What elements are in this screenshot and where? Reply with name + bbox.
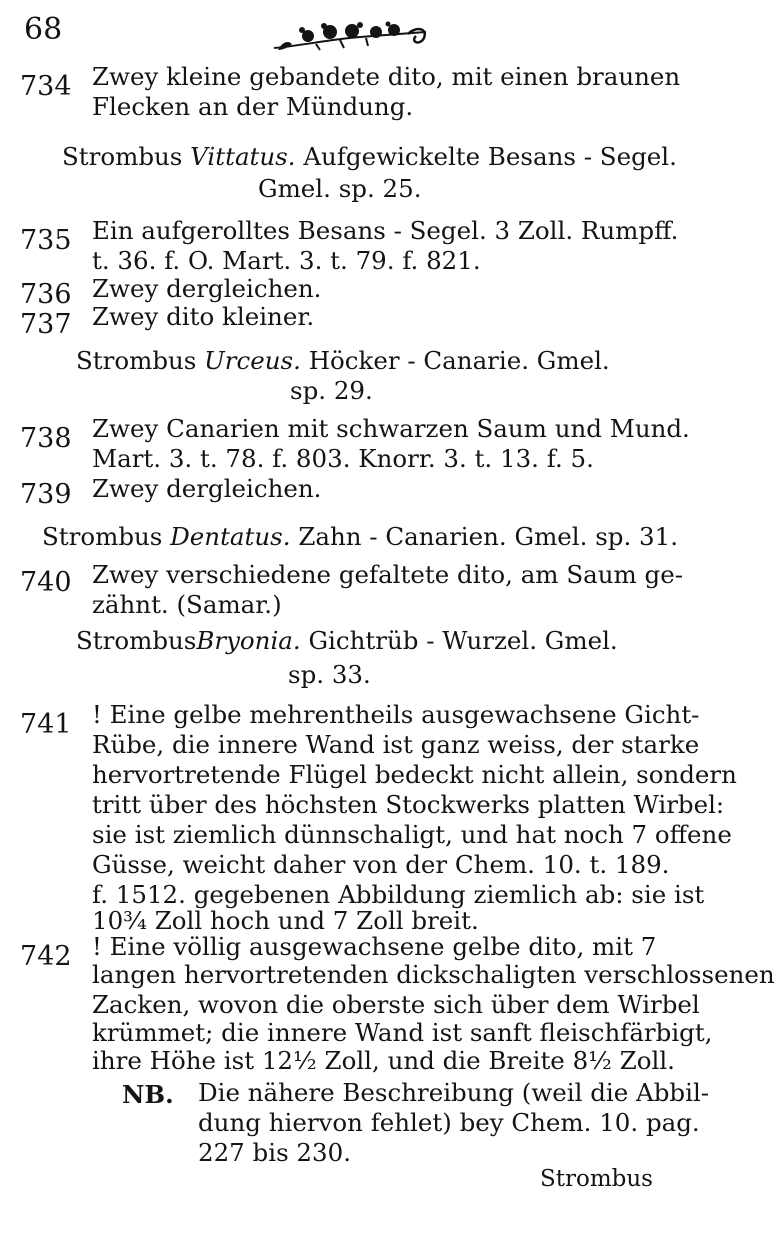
entry-text-line: Rübe, die innere Wand ist ganz weiss, der starke: [92, 730, 700, 759]
species-heading: [76, 626, 618, 656]
common-name: Zahn - Canarien. Gmel. sp. 31.: [298, 522, 679, 551]
entry-number: 734: [20, 71, 72, 102]
note-label: NB.: [122, 1080, 174, 1109]
entry-text-line: Zwey Canarien mit schwarzen Saum und Mund.: [92, 414, 690, 443]
common-name: Gichtrüb - Wurzel. Gmel.: [308, 626, 618, 655]
note-text-line: 227 bis 230.: [198, 1138, 351, 1167]
entry-text-line: Zwey dergleichen.: [92, 274, 322, 303]
entry-number: 742: [20, 941, 72, 972]
entry-number: 740: [20, 567, 72, 598]
entry-text-line: langen hervortretenden dickschaligten verschlossenen: [92, 960, 775, 989]
entry-text-line: ihre Höhe ist 12½ Zoll, und die Breite 8½ Zoll.: [92, 1046, 675, 1075]
entry-text-line: ! Eine völlig ausgewachsene gelbe dito, mit 7: [92, 932, 657, 961]
species-heading: [42, 522, 678, 552]
entry-number: 737: [20, 309, 72, 340]
note-text-line: dung hiervon fehlet) bey Chem. 10. pag.: [198, 1108, 700, 1137]
catchword: Strombus: [540, 1166, 653, 1192]
entry-text-line: Ein aufgerolltes Besans - Segel. 3 Zoll. Rumpff.: [92, 216, 679, 245]
species-reference: sp. 33.: [288, 660, 371, 689]
entry-text-line: t. 36. f. O. Mart. 3. t. 79. f. 821.: [92, 246, 481, 275]
genus-name: Strombus: [76, 626, 197, 655]
species-name: Vittatus.: [190, 142, 296, 171]
entry-text-line: Zwey dergleichen.: [92, 474, 322, 503]
entry-number: 741: [20, 709, 72, 740]
entry-text-line: 10¾ Zoll hoch und 7 Zoll breit.: [92, 906, 479, 935]
species-reference: sp. 29.: [290, 376, 373, 405]
entry-number: 736: [20, 279, 72, 310]
entry-text-line: Güsse, weicht daher von der Chem. 10. t. 189.: [92, 850, 670, 879]
species-name: Dentatus.: [170, 522, 291, 551]
entry-text-line: hervortretende Flügel bedeckt nicht allein, sondern: [92, 760, 737, 789]
entry-text-line: Zacken, wovon die oberste sich über dem Wirbel: [92, 990, 700, 1019]
page-number: 68: [24, 12, 63, 47]
floral-vignette-icon: [268, 20, 432, 54]
species-name: Bryonia.: [196, 626, 301, 655]
species-heading: [76, 346, 610, 376]
entry-text-line: tritt über des höchsten Stockwerks platten Wirbel:: [92, 790, 725, 819]
genus-name: Strombus: [62, 142, 183, 171]
entry-text-line: sie ist ziemlich dünnschaligt, und hat noch 7 offene: [92, 820, 732, 849]
entry-text-line: Mart. 3. t. 78. f. 803. Knorr. 3. t. 13. f. 5.: [92, 444, 594, 473]
common-name: Aufgewickelte Besans - Segel.: [303, 142, 677, 171]
species-name: Urceus.: [204, 346, 301, 375]
entry-text-line: Zwey dito kleiner.: [92, 302, 315, 331]
entry-text-line: f. 1512. gegebenen Abbildung ziemlich ab: sie ist: [92, 880, 705, 909]
entry-text-line: zähnt. (Samar.): [92, 590, 282, 619]
entry-text-line: Zwey kleine gebandete dito, mit einen braunen: [92, 62, 681, 91]
entry-number: 738: [20, 423, 72, 454]
entry-text-line: ! Eine gelbe mehrentheils ausgewachsene Gicht-: [92, 700, 700, 729]
entry-text-line: Zwey verschiedene gefaltete dito, am Saum ge-: [92, 560, 683, 589]
common-name: Höcker - Canarie. Gmel.: [308, 346, 610, 375]
entry-text-line: Flecken an der Mündung.: [92, 92, 414, 121]
genus-name: Strombus: [42, 522, 163, 551]
entry-number: 735: [20, 225, 72, 256]
species-reference: Gmel. sp. 25.: [258, 174, 422, 203]
genus-name: Strombus: [76, 346, 197, 375]
species-heading: [62, 142, 677, 172]
entry-text-line: krümmet; die innere Wand ist sanft fleischfärbigt,: [92, 1018, 713, 1047]
entry-number: 739: [20, 479, 72, 510]
note-text-line: Die nähere Beschreibung (weil die Abbil-: [198, 1078, 710, 1107]
